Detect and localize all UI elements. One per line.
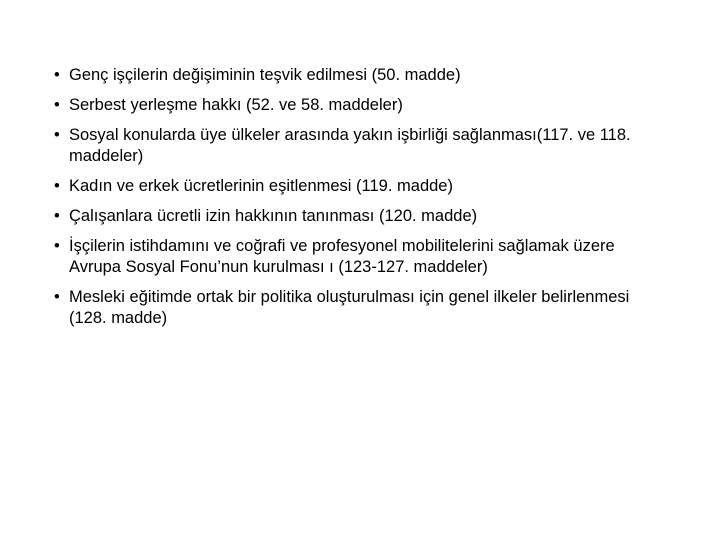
- bullet-text: Genç işçilerin değişiminin teşvik edilmesi (50. madde): [69, 66, 461, 84]
- bullet-icon: •: [54, 288, 60, 306]
- list-item: [54, 236, 654, 278]
- bullet-text: Mesleki eğitimde ortak bir politika oluşturulması için genel ilkeler belirlenmesi (128. madde): [69, 288, 630, 327]
- bullet-text: Çalışanlara ücretli izin hakkının tanınması (120. madde): [69, 207, 478, 225]
- list-item: [54, 65, 654, 86]
- bullet-icon: •: [54, 207, 60, 225]
- bullet-icon: •: [54, 96, 60, 114]
- bullet-text: Sosyal konularda üye ülkeler arasında yakın işbirliği sağlanması(117. ve 118. maddeler): [69, 126, 631, 165]
- bullet-text: İşçilerin istihdamını ve coğrafi ve profesyonel mobilitelerini sağlamak üzere Avrupa Sosyal Fonu’nun kurulması ı (123-127. maddeler): [69, 237, 615, 276]
- bullet-icon: •: [54, 237, 60, 255]
- bullet-icon: •: [54, 177, 60, 195]
- list-item: [54, 206, 654, 227]
- bullet-text: Serbest yerleşme hakkı (52. ve 58. maddeler): [69, 96, 403, 114]
- bullet-icon: •: [54, 126, 60, 144]
- bullet-list: [54, 65, 654, 338]
- bullet-text: Kadın ve erkek ücretlerinin eşitlenmesi (119. madde): [69, 177, 453, 195]
- bullet-icon: •: [54, 66, 60, 84]
- list-item: [54, 287, 654, 329]
- list-item: [54, 125, 654, 167]
- list-item: [54, 95, 654, 116]
- list-item: [54, 176, 654, 197]
